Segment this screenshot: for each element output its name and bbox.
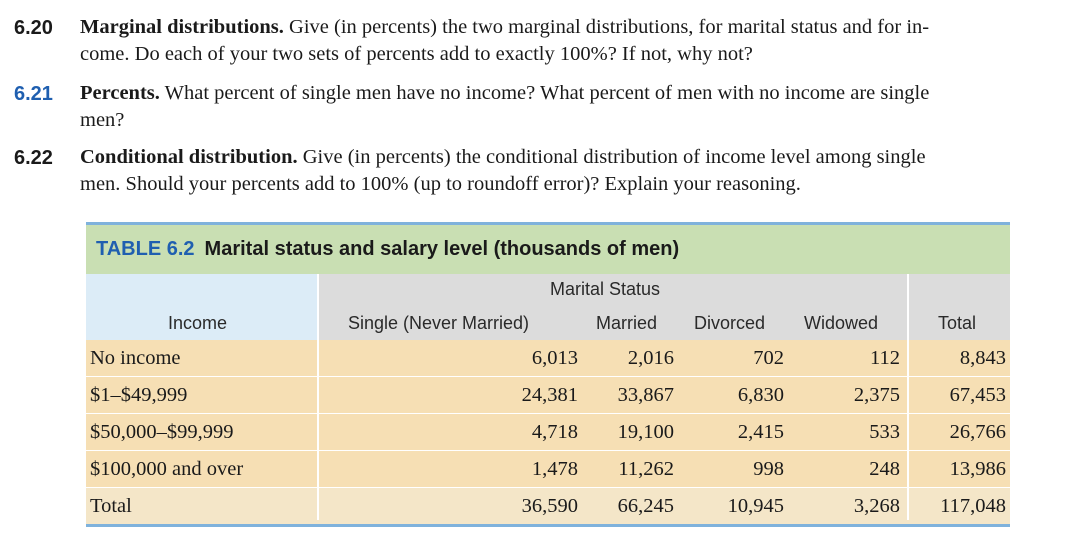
widowed-cell: 2,375 <box>853 384 900 406</box>
column-header-income: Income <box>168 313 228 333</box>
exercise-number: 6.22 <box>14 147 53 169</box>
table-row <box>86 340 1010 376</box>
exercise-text-line2: men? <box>80 109 125 131</box>
married-cell: 11,262 <box>618 458 674 480</box>
total-cell: 13,986 <box>949 458 1006 480</box>
exercise-text <box>80 80 1042 134</box>
column-divider <box>907 274 909 520</box>
exercise-number: 6.21 <box>14 83 53 105</box>
exercise-6-21 <box>0 80 1060 136</box>
married-cell: 33,867 <box>617 384 674 406</box>
married-cell: 66,245 <box>617 495 674 517</box>
table-title-bar <box>86 222 1010 274</box>
column-header-married: Married <box>596 313 658 333</box>
exercise-text-line2: men. Should your percents add to 100% (up to roundoff error)? Explain your reasoning. <box>80 173 801 195</box>
exercise-text <box>80 14 1042 68</box>
column-header-divorced: Divorced <box>694 313 766 333</box>
divorced-cell: 6,830 <box>737 384 784 406</box>
exercise-text-line1: Give (in percents) the conditional distribution of income level among single <box>302 146 926 168</box>
column-header-single: Single (Never Married) <box>348 313 530 333</box>
income-cell: No income <box>90 347 181 369</box>
widowed-cell: 248 <box>869 458 900 480</box>
table-row-total <box>86 488 1010 524</box>
income-cell: Total <box>90 495 132 517</box>
exercise-text <box>80 144 1042 198</box>
income-cell: $100,000 and over <box>90 458 244 480</box>
single-cell: 4,718 <box>531 421 578 443</box>
marital-status-header: Marital Status <box>550 279 661 299</box>
exercise-text-line1: What percent of single men have no income? What percent of men with no income are single <box>164 82 930 104</box>
table-bottom-rule <box>86 524 1010 527</box>
exercise-title: Percents. <box>80 82 160 104</box>
exercise-6-20 <box>0 14 1060 70</box>
divorced-cell: 702 <box>753 347 784 369</box>
income-cell: $50,000–$99,999 <box>90 421 234 443</box>
single-cell: 1,478 <box>531 458 578 480</box>
exercise-6-22 <box>0 144 1060 200</box>
widowed-cell: 533 <box>869 421 900 443</box>
divorced-cell: 998 <box>753 458 784 480</box>
table-row <box>86 451 1010 487</box>
exercise-text-line1: Give (in percents) the two marginal distributions, for marital status and for in- <box>289 16 930 38</box>
exercise-title: Conditional distribution. <box>80 146 298 168</box>
divorced-cell: 10,945 <box>727 495 784 517</box>
widowed-cell: 3,268 <box>853 495 900 517</box>
column-header-total: Total <box>938 313 977 333</box>
total-cell: 26,766 <box>949 421 1006 443</box>
single-cell: 36,590 <box>521 495 578 517</box>
widowed-cell: 112 <box>870 347 900 369</box>
total-cell: 67,453 <box>949 384 1006 406</box>
divorced-cell: 2,415 <box>737 421 784 443</box>
exercise-text-line2: come. Do each of your two sets of percents add to exactly 100%? If not, why not? <box>80 43 753 65</box>
table-title: Marital status and salary level (thousands of men) <box>204 238 680 260</box>
married-cell: 19,100 <box>617 421 674 443</box>
total-cell: 8,843 <box>959 347 1006 369</box>
married-cell: 2,016 <box>627 347 674 369</box>
income-cell: $1–$49,999 <box>90 384 188 406</box>
table-row <box>86 377 1010 413</box>
table-6-2 <box>86 222 1010 524</box>
exercise-number: 6.20 <box>14 17 53 39</box>
single-cell: 24,381 <box>521 384 578 406</box>
column-divider <box>317 274 319 520</box>
column-header-widowed: Widowed <box>804 313 879 333</box>
exercise-title: Marginal distributions. <box>80 16 284 38</box>
table-row <box>86 414 1010 450</box>
table-grid <box>86 274 1010 524</box>
total-cell: 117,048 <box>940 495 1006 517</box>
single-cell: 6,013 <box>531 347 578 369</box>
table-label: TABLE 6.2 <box>96 238 195 260</box>
